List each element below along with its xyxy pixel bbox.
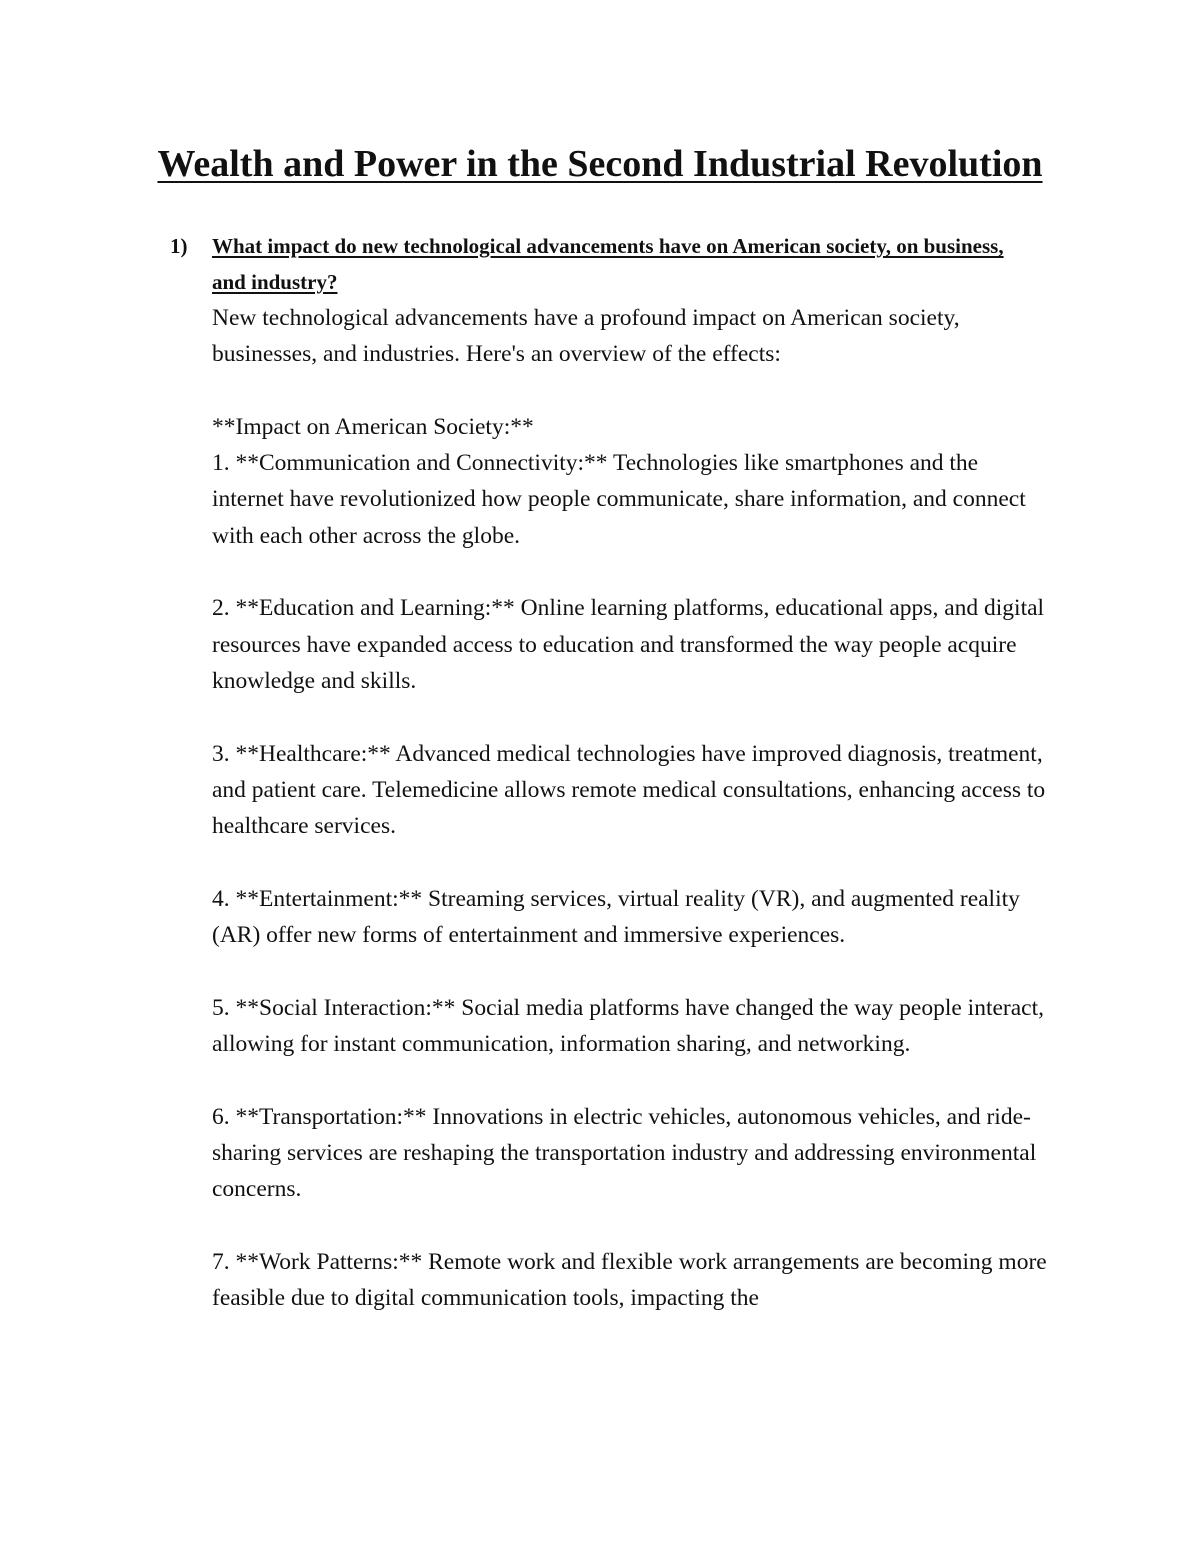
- list-item: 5. **Social Interaction:** Social media platforms have changed the way people interact, allowing for instant communication, information sharing, and networking.: [212, 994, 1045, 1057]
- question-number: 1): [170, 234, 188, 258]
- list-item: 3. **Healthcare:** Advanced medical technologies have improved diagnosis, treatment, and patient care. Telemedicine allows remote medical consultations, enhancing access to healthcare services.: [212, 740, 1046, 840]
- paragraph-spacer: [212, 1062, 1052, 1098]
- paragraph-spacer: [212, 1207, 1052, 1243]
- paragraph-spacer: [212, 373, 1052, 409]
- list-item: 2. **Education and Learning:** Online learning platforms, educational apps, and digital resources have expanded access to education and transformed the way people acquire knowledge and skills.: [212, 595, 1045, 694]
- paragraph-spacer: [212, 554, 1052, 590]
- intro-paragraph: New technological advancements have a profound impact on American society, businesses, and industries. Here's an overview of the effects:: [212, 305, 960, 368]
- answer-body: [212, 300, 1052, 1316]
- list-item: 4. **Entertainment:** Streaming services, virtual reality (VR), and augmented reality (AR) offer new forms of entertainment and immersive experiences.: [212, 885, 1020, 949]
- question-text: What impact do new technological advancements have on American society, on business, and industry?: [212, 234, 1004, 294]
- document-title: Wealth and Power in the Second Industrial Revolution: [157, 143, 1043, 185]
- list-item: 6. **Transportation:** Innovations in electric vehicles, autonomous vehicles, and ride-sharing services are reshaping the transportation industry and addressing environmental concerns.: [212, 1103, 1037, 1203]
- paragraph-spacer: [212, 953, 1052, 989]
- paragraph-spacer: [212, 844, 1052, 880]
- list-item: 7. **Work Patterns:** Remote work and flexible work arrangements are becoming more feasible due to digital communication tools, impacting the: [212, 1248, 1047, 1312]
- list-item: 1. **Communication and Connectivity:** Technologies like smartphones and the internet have revolutionized how people communicate, share information, and connect with each other across the globe.: [212, 450, 1026, 549]
- paragraph-spacer: [212, 699, 1052, 735]
- section-heading: **Impact on American Society:**: [212, 413, 534, 440]
